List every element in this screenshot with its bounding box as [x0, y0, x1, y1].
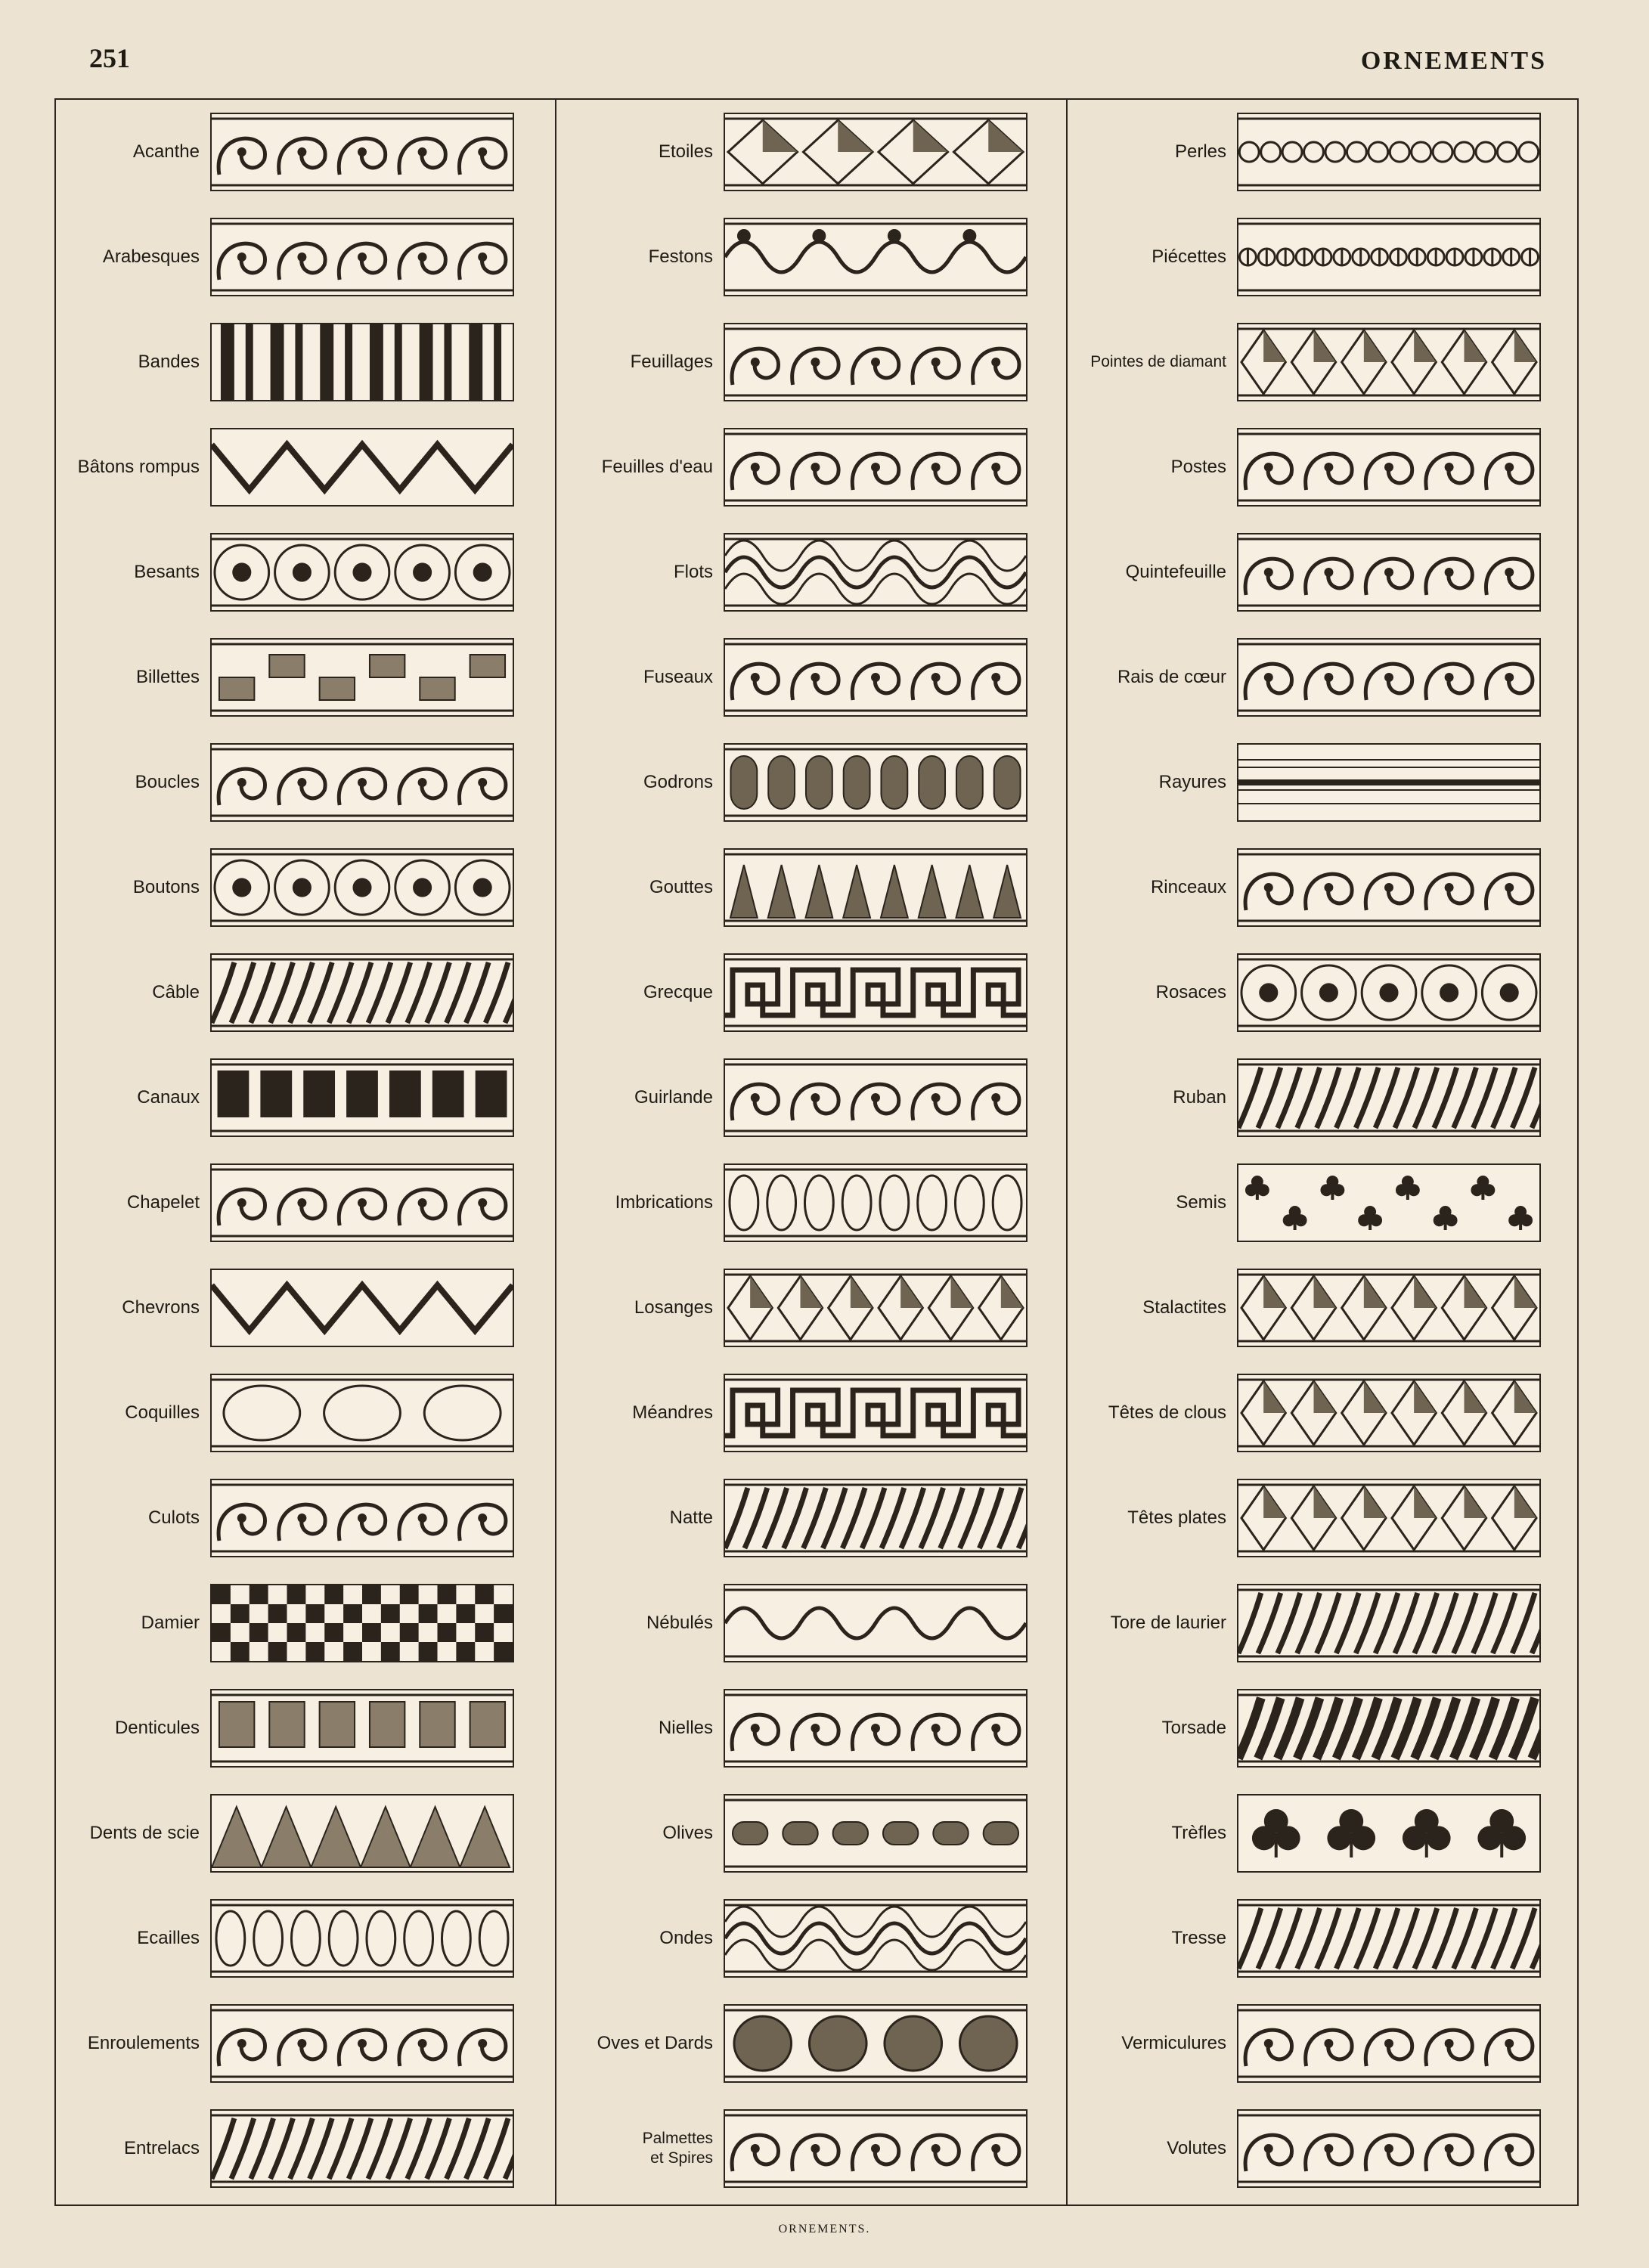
ornament-row: [578, 1268, 1041, 1348]
ornament-row: [578, 217, 1041, 297]
ornament-illustration: [210, 848, 514, 927]
ornament-row: [68, 532, 529, 612]
ornament-label: Tresse: [1171, 1928, 1226, 1948]
ornament-row: [68, 1478, 529, 1558]
ornament-label: Ondes: [659, 1928, 713, 1948]
ornament-row: [1089, 2108, 1548, 2189]
ornament-illustration: [1237, 2004, 1541, 2083]
ornament-illustration: [210, 1689, 514, 1768]
ornament-illustration: [1237, 1269, 1541, 1347]
ornament-row: [68, 1898, 529, 1978]
ornament-row: [1089, 532, 1548, 612]
ornament-row: [68, 953, 529, 1033]
ornament-row: [1089, 1163, 1548, 1243]
ornament-label: Natte: [669, 1507, 713, 1528]
ornament-illustration: [1237, 953, 1541, 1032]
page-number: 251: [89, 43, 130, 73]
ornament-row: [578, 1163, 1041, 1243]
ornament-row: [578, 2108, 1041, 2189]
ornament-illustration: [724, 2004, 1028, 2083]
ornament-row: [578, 112, 1041, 192]
ornament-row: [578, 2003, 1041, 2084]
ornament-illustration: [1237, 638, 1541, 717]
ornament-label: Trèfles: [1171, 1823, 1226, 1843]
ornament-illustration: [724, 1899, 1028, 1978]
ornament-label: Bâtons rompus: [77, 457, 200, 477]
ornament-label: Têtes plates: [1127, 1507, 1226, 1528]
ornament-label: Godrons: [643, 772, 713, 792]
ornament-label: Besants: [134, 562, 200, 582]
ornament-label: Festons: [648, 246, 713, 267]
ornament-row: [1089, 637, 1548, 717]
ornament-label: Feuillages: [630, 352, 713, 372]
ornament-illustration: [724, 1689, 1028, 1768]
ornament-label: Acanthe: [132, 141, 200, 162]
ornament-illustration: [210, 743, 514, 822]
ornament-label: Chapelet: [126, 1192, 200, 1213]
ornament-row: [68, 217, 529, 297]
ornament-column-2: [578, 112, 1041, 2206]
ornament-illustration: [210, 953, 514, 1032]
ornament-label: Bandes: [138, 352, 200, 372]
ornament-row: [68, 1583, 529, 1663]
ornament-illustration: [1237, 848, 1541, 927]
ornament-label: Semis: [1176, 1192, 1226, 1213]
ornament-row: [68, 742, 529, 823]
ornament-illustration: [210, 1269, 514, 1347]
ornament-illustration: [1237, 2109, 1541, 2188]
ornament-label: Boucles: [135, 772, 200, 792]
ornament-label: Imbrications: [615, 1192, 713, 1213]
ornament-label: Enroulements: [87, 2033, 200, 2053]
ornament-row: [1089, 1793, 1548, 1873]
ornament-label: Boutons: [132, 877, 200, 897]
ornament-illustration: [724, 533, 1028, 612]
ornament-illustration: [724, 1374, 1028, 1452]
ornament-illustration: [210, 1899, 514, 1978]
ornament-label: Gouttes: [649, 877, 713, 897]
ornament-illustration: [1237, 218, 1541, 296]
ornament-illustration: [210, 218, 514, 296]
ornament-row: [578, 742, 1041, 823]
ornament-illustration: [210, 1479, 514, 1557]
ornament-illustration: [210, 2109, 514, 2188]
ornament-label: Quintefeuille: [1125, 562, 1226, 582]
ornament-label: Nielles: [658, 1718, 713, 1738]
ornament-row: [578, 1058, 1041, 1138]
ornament-label: Oves et Dards: [597, 2033, 713, 2053]
column-divider-1: [555, 98, 556, 2206]
ornament-illustration: [724, 218, 1028, 296]
ornament-row: [1089, 217, 1548, 297]
ornament-illustration: [1237, 533, 1541, 612]
column-divider-2: [1066, 98, 1068, 2206]
ornament-illustration: [210, 1058, 514, 1137]
ornament-row: [1089, 1478, 1548, 1558]
ornament-illustration: [1237, 1479, 1541, 1557]
ornament-label: Postes: [1170, 457, 1226, 477]
ornament-label: Dents de scie: [89, 1823, 200, 1843]
ornament-row: [68, 112, 529, 192]
ornament-illustration: [210, 1584, 514, 1662]
ornament-label: Rais de cœur: [1117, 667, 1226, 687]
ornament-illustration: [1237, 113, 1541, 191]
ornament-illustration: [1237, 1058, 1541, 1137]
ornament-label: Câble: [152, 982, 200, 1002]
ornament-row: [68, 1163, 529, 1243]
ornament-row: [1089, 1583, 1548, 1663]
ornament-row: [68, 1058, 529, 1138]
ornament-illustration: [1237, 1584, 1541, 1662]
ornament-label: Flots: [673, 562, 713, 582]
ornament-label: Vermiculures: [1121, 2033, 1226, 2053]
ornament-illustration: [724, 113, 1028, 191]
ornament-label: Nébulés: [646, 1613, 713, 1633]
ornament-illustration: [1237, 323, 1541, 401]
ornament-label: Pointes de diamant: [1090, 353, 1226, 370]
ornament-illustration: [210, 323, 514, 401]
ornament-row: [68, 427, 529, 507]
ornament-row: [578, 1793, 1041, 1873]
ornament-label: Damier: [141, 1613, 200, 1633]
ornament-row: [68, 2108, 529, 2189]
ornament-row: [1089, 427, 1548, 507]
ornament-illustration: [1237, 1374, 1541, 1452]
ornament-illustration: [724, 848, 1028, 927]
ornament-label: Etoiles: [658, 141, 713, 162]
ornament-illustration: [724, 1584, 1028, 1662]
ornament-label: Coquilles: [125, 1402, 200, 1423]
ornament-row: [1089, 2003, 1548, 2084]
ornament-row: [1089, 847, 1548, 928]
ornament-label: Denticules: [114, 1718, 200, 1738]
ornament-label: Tore de laurier: [1110, 1613, 1226, 1633]
ornament-row: [1089, 1898, 1548, 1978]
ornament-illustration: [724, 1163, 1028, 1242]
ornament-illustration: [724, 1794, 1028, 1873]
ornament-illustration: [1237, 1689, 1541, 1768]
ornament-illustration: [210, 533, 514, 612]
ornament-label: Grecque: [643, 982, 713, 1002]
ornament-label: Ecailles: [137, 1928, 200, 1948]
ornament-row: [68, 847, 529, 928]
ornament-label: Olives: [662, 1823, 713, 1843]
ornament-label: Feuilles d'eau: [601, 457, 713, 477]
running-head: ORNEMENTS: [1360, 47, 1547, 75]
ornament-label: Canaux: [137, 1087, 200, 1108]
ornament-row: [578, 1478, 1041, 1558]
ornament-row: [68, 1688, 529, 1768]
ornament-illustration: [210, 113, 514, 191]
ornament-label: Fuseaux: [643, 667, 713, 687]
ornament-row: [578, 532, 1041, 612]
ornament-illustration: [1237, 1899, 1541, 1978]
ornament-illustration: [724, 428, 1028, 507]
ornament-row: [578, 1898, 1041, 1978]
ornament-row: [578, 322, 1041, 402]
ornament-illustration: [210, 1163, 514, 1242]
ornament-illustration: [724, 638, 1028, 717]
ornament-illustration: [210, 428, 514, 507]
ornament-label: Perles: [1174, 141, 1226, 162]
ornament-illustration: [724, 323, 1028, 401]
ornament-illustration: [210, 1794, 514, 1873]
ornament-label: Palmettes et Spires: [642, 2130, 713, 2167]
ornament-illustration: [724, 2109, 1028, 2188]
ornament-label: Guirlande: [634, 1087, 713, 1108]
ornament-row: [1089, 112, 1548, 192]
ornament-row: [1089, 322, 1548, 402]
ornament-row: [578, 953, 1041, 1033]
ornament-row: [578, 1688, 1041, 1768]
ornament-row: [578, 637, 1041, 717]
ornament-label: Losanges: [634, 1297, 713, 1318]
ornament-illustration: [210, 1374, 514, 1452]
ornament-row: [1089, 1268, 1548, 1348]
ornament-column-1: [68, 112, 529, 2206]
ornament-row: [1089, 953, 1548, 1033]
ornament-label: Têtes de clous: [1108, 1402, 1226, 1423]
ornament-row: [1089, 1688, 1548, 1768]
ornament-label: Rinceaux: [1150, 877, 1226, 897]
ornament-label: Piécettes: [1152, 246, 1226, 267]
ornament-label: Ruban: [1173, 1087, 1226, 1108]
ornament-row: [68, 2003, 529, 2084]
ornament-row: [578, 427, 1041, 507]
ornament-label: Rayures: [1158, 772, 1226, 792]
ornament-label: Stalactites: [1142, 1297, 1226, 1318]
ornament-illustration: [210, 638, 514, 717]
ornament-row: [578, 1373, 1041, 1453]
ornament-label: Billettes: [135, 667, 200, 687]
ornament-illustration: [1237, 1163, 1541, 1242]
ornament-row: [68, 1793, 529, 1873]
ornament-row: [578, 1583, 1041, 1663]
ornament-row: [68, 637, 529, 717]
ornament-illustration: [724, 743, 1028, 822]
ornament-column-3: [1089, 112, 1548, 2206]
ornament-illustration: [1237, 428, 1541, 507]
ornament-label: Arabesques: [102, 246, 200, 267]
ornament-label: Volutes: [1167, 2138, 1226, 2158]
ornament-label: Méandres: [632, 1402, 713, 1423]
ornament-row: [1089, 1373, 1548, 1453]
ornament-illustration: [724, 1269, 1028, 1347]
ornament-illustration: [1237, 743, 1541, 822]
ornament-row: [68, 1373, 529, 1453]
ornament-illustration: [724, 1058, 1028, 1137]
ornament-row: [1089, 1058, 1548, 1138]
ornament-label: Torsade: [1161, 1718, 1226, 1738]
ornament-row: [68, 322, 529, 402]
ornament-label: Rosaces: [1155, 982, 1226, 1002]
ornament-illustration: [724, 953, 1028, 1032]
ornament-row: [578, 847, 1041, 928]
ornament-row: [1089, 742, 1548, 823]
ornament-label: Chevrons: [122, 1297, 200, 1318]
plate-caption: ORNEMENTS.: [778, 2223, 871, 2235]
ornament-row: [68, 1268, 529, 1348]
ornament-illustration: [210, 2004, 514, 2083]
ornament-illustration: [724, 1479, 1028, 1557]
ornament-illustration: [1237, 1794, 1541, 1873]
ornament-label: Culots: [147, 1507, 200, 1528]
ornament-label: Entrelacs: [123, 2138, 200, 2158]
